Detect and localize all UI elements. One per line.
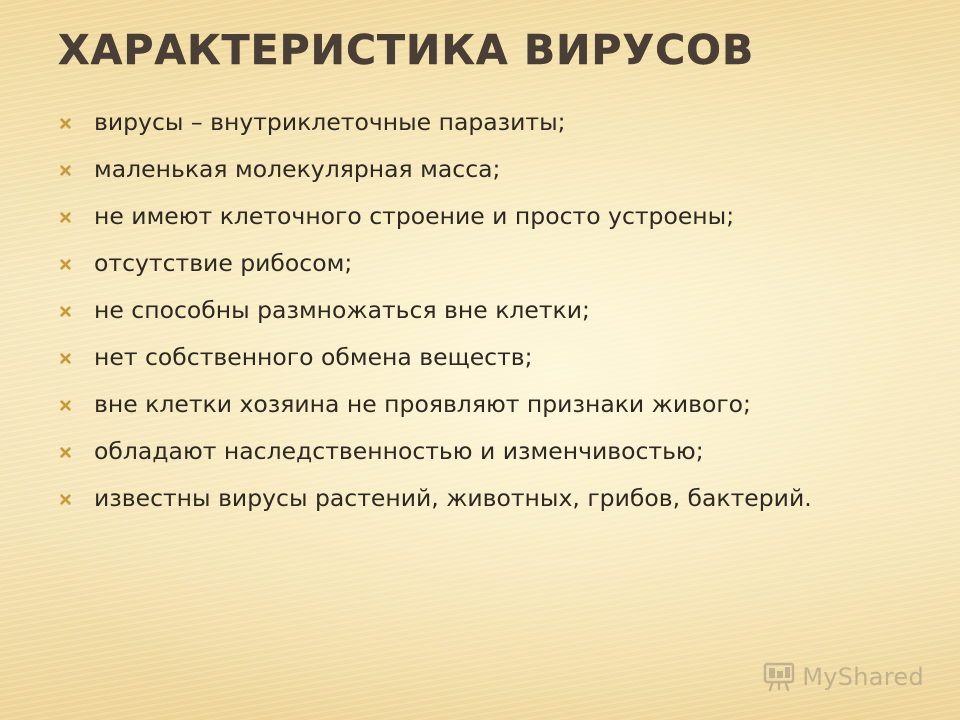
x-mark-icon xyxy=(60,484,82,514)
bullet-text: вирусы – внутриклеточные паразиты; xyxy=(94,108,566,136)
bullet-item xyxy=(60,247,920,280)
x-mark-icon xyxy=(60,296,82,326)
bullet-item xyxy=(60,106,920,139)
presentation-board-icon xyxy=(762,662,796,692)
bullet-item xyxy=(60,341,920,374)
x-mark-icon xyxy=(60,108,82,138)
bullet-text: нет собственного обмена веществ; xyxy=(94,343,533,371)
x-mark-icon xyxy=(60,390,82,420)
bullet-item xyxy=(60,294,920,327)
bullet-item xyxy=(60,153,920,186)
x-mark-icon xyxy=(60,437,82,467)
bullet-text: отсутствие рибосом; xyxy=(94,249,353,277)
bullet-list xyxy=(60,106,920,529)
slide-title: ХАРАКТЕРИСТИКА ВИРУСОВ xyxy=(58,26,755,74)
watermark xyxy=(762,662,924,692)
bullet-text: известны вирусы растений, животных, грибов, бактерий. xyxy=(94,484,812,512)
watermark-text: MyShared xyxy=(802,663,924,691)
x-mark-icon xyxy=(60,155,82,185)
bullet-item xyxy=(60,482,920,515)
bullet-text: не способны размножаться вне клетки; xyxy=(94,296,590,324)
bullet-text: обладают наследственностью и изменчивостью; xyxy=(94,437,704,465)
bullet-text: не имеют клеточного строение и просто устроены; xyxy=(94,202,735,230)
bullet-item xyxy=(60,200,920,233)
bullet-text: вне клетки хозяина не проявляют признаки живого; xyxy=(94,390,751,418)
x-mark-icon xyxy=(60,202,82,232)
x-mark-icon xyxy=(60,343,82,373)
bullet-item xyxy=(60,388,920,421)
bullet-item xyxy=(60,435,920,468)
x-mark-icon xyxy=(60,249,82,279)
bullet-text: маленькая молекулярная масса; xyxy=(94,155,501,183)
